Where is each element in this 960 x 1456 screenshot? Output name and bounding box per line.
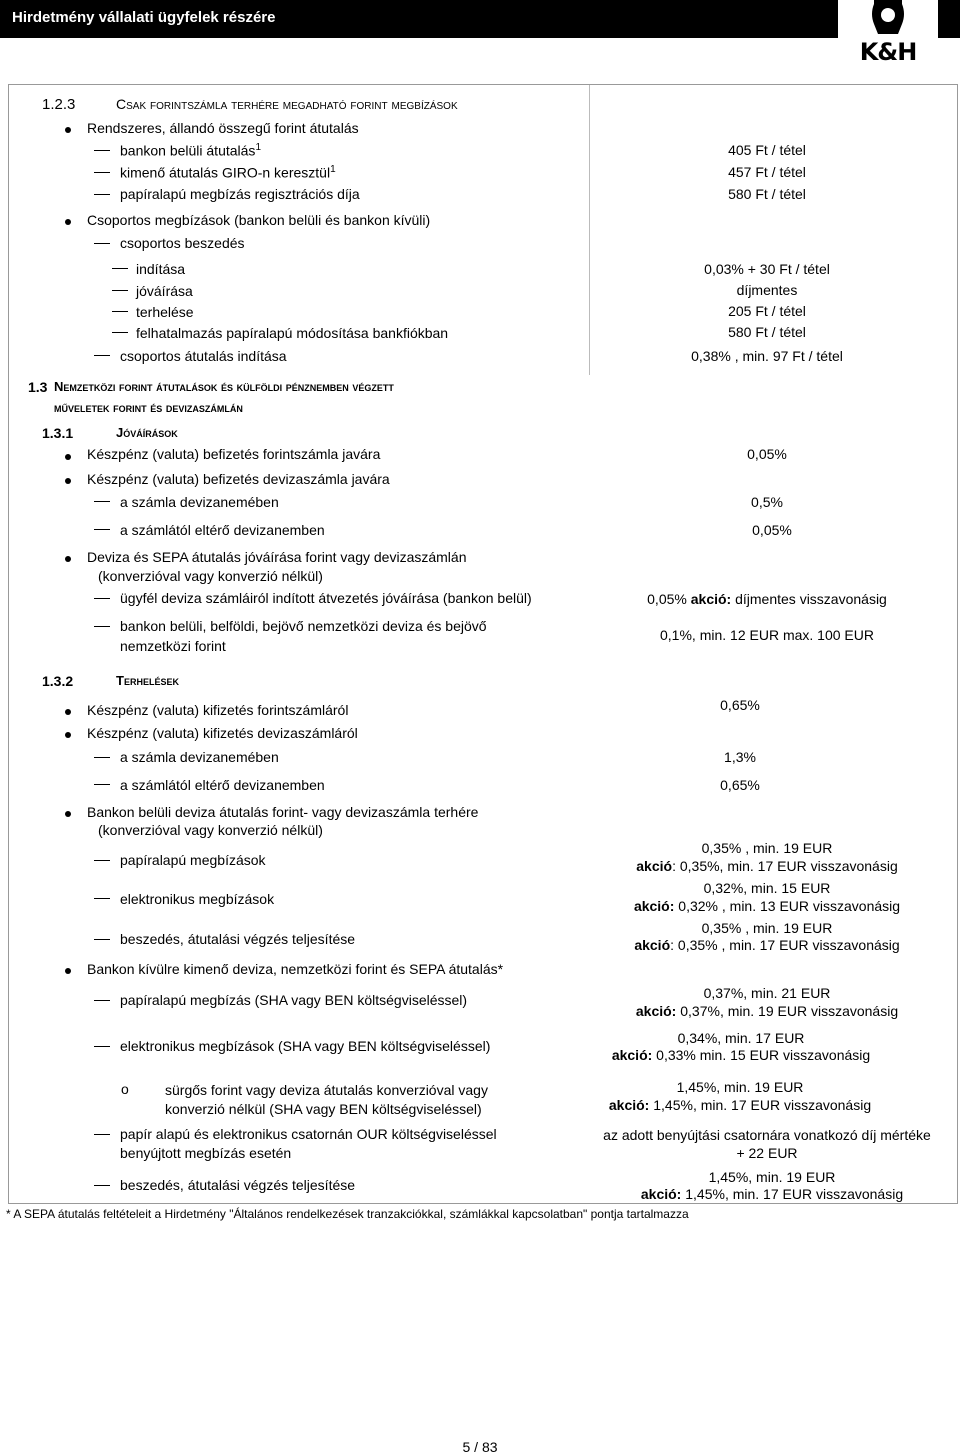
dash-icon [94, 860, 110, 861]
bullet-icon [65, 811, 71, 817]
dash-icon [94, 898, 110, 899]
list-item: Rendszeres, állandó összegű forint átutalás [87, 120, 359, 136]
dash-icon [112, 332, 128, 333]
list-item: nemzetközi forint [120, 638, 226, 654]
bullet-icon [65, 556, 71, 562]
fee-value: 205 Ft / tétel [728, 303, 806, 319]
fee-promo: akció: 0,35% , min. 17 EUR visszavonásig [634, 937, 900, 953]
fee-value: 0,38% , min. 97 Ft / tétel [691, 348, 843, 364]
list-item: (konverzióval vagy konverzió nélkül) [98, 568, 323, 584]
list-item: sürgős forint vagy deviza átutalás konverzióval vagy [165, 1082, 488, 1098]
fee-promo: akció: 0,35%, min. 17 EUR visszavonásig [636, 858, 898, 874]
section-title: műveletek forint és devizaszámlán [54, 400, 243, 415]
fee-value: 1,3% [724, 749, 756, 765]
list-item: beszedés, átutalási végzés teljesítése [120, 1177, 356, 1193]
list-item: terhelése [136, 304, 194, 320]
dash-icon [94, 1000, 110, 1001]
bullet-icon [65, 219, 71, 225]
page-number: 5 / 83 [462, 1439, 498, 1455]
list-item: felhatalmazás papíralapú módosítása bankfiókban [136, 325, 449, 341]
list-item: papíralapú megbízások [120, 852, 266, 868]
fee-value: az adott benyújtási csatornára vonatkozó díj mértéke [603, 1127, 931, 1143]
list-item: papíralapú megbízás (SHA vagy BEN költségviseléssel) [120, 992, 468, 1008]
dash-icon [94, 355, 110, 356]
kh-logo [838, 0, 938, 72]
fee-value: 0,65% [720, 777, 760, 793]
list-item: indítása [136, 261, 186, 277]
fee-value: 0,5% [751, 494, 783, 510]
list-item: a számla devizanemében [120, 494, 279, 510]
header-bar [0, 0, 960, 38]
section-number: 1.2.3 [42, 96, 76, 113]
bullet-icon [65, 732, 71, 738]
dash-icon [94, 598, 110, 599]
fee-value: 0,65% [720, 697, 760, 713]
dash-icon [94, 529, 110, 530]
fee-value: 0,37%, min. 21 EUR [703, 985, 831, 1001]
dash-icon [94, 1134, 110, 1135]
list-item: a számla devizanemében [120, 749, 279, 765]
list-item: Készpénz (valuta) befizetés forintszámla javára [87, 446, 381, 462]
fee-value: 0,35% , min. 19 EUR [701, 920, 833, 936]
dash-icon [94, 194, 110, 195]
dash-icon [112, 290, 128, 291]
list-item: papíralapú megbízás regisztrációs díja [120, 186, 360, 202]
fee-promo: akció: 0,33% min. 15 EUR visszavonásig [611, 1047, 871, 1063]
list-item: a számlától eltérő devizanemben [120, 522, 325, 538]
dash-icon [94, 243, 110, 244]
column-divider [589, 85, 590, 375]
bullet-icon [65, 454, 71, 460]
fee-value: 580 Ft / tétel [728, 186, 806, 202]
bullet-icon [65, 709, 71, 715]
dash-icon [94, 501, 110, 502]
list-item: kimenő átutalás GIRO-n keresztül$^1$ [120, 164, 336, 181]
list-item: Készpénz (valuta) befizetés devizaszámla javára [87, 471, 390, 487]
list-item: Bankon kívülre kimenő deviza, nemzetközi forint és SEPA átutalás* [87, 961, 504, 977]
section-number: 1.3 [28, 379, 48, 395]
list-item: (konverzióval vagy konverzió nélkül) [98, 822, 323, 838]
list-item: bankon belüli átutalás$^1$ [120, 142, 261, 159]
list-item: Készpénz (valuta) kifizetés devizaszámláról [87, 725, 358, 741]
bullet-icon [65, 478, 71, 484]
section-title: Jóváírások [116, 425, 178, 440]
list-item: Deviza és SEPA átutalás jóváírása forint vagy devizaszámlán [87, 549, 467, 565]
fee-value: 457 Ft / tétel [728, 164, 806, 180]
fee-value: 0,32%, min. 15 EUR [703, 880, 831, 896]
logo-text: K&H [859, 38, 917, 66]
fee-value: 1,45%, min. 19 EUR [708, 1169, 836, 1185]
dash-icon [94, 757, 110, 758]
fee-value: 0,05% [752, 522, 792, 538]
bullet-icon [65, 127, 71, 133]
fee-value: 0,05% [747, 446, 787, 462]
list-item: papír alapú és elektronikus csatornán OUR költségviseléssel [120, 1126, 497, 1142]
fee-value: 405 Ft / tétel [728, 142, 806, 158]
list-item: elektronikus megbízások [120, 891, 275, 907]
section-number: 1.3.1 [42, 425, 74, 441]
dash-icon [94, 626, 110, 627]
list-item: elektronikus megbízások (SHA vagy BEN költségviseléssel) [120, 1038, 491, 1054]
dash-icon [94, 939, 110, 940]
fee-value: 0,05% akció: díjmentes visszavonásig [647, 591, 887, 607]
section-title: Terhelések [116, 673, 179, 688]
list-item: Készpénz (valuta) kifizetés forintszámláról [87, 702, 349, 718]
fee-promo: akció: 0,32% , min. 13 EUR visszavonásig [633, 898, 901, 914]
list-item: Bankon belüli deviza átutalás forint- vagy devizaszámla terhére [87, 804, 479, 820]
list-item: ügyfél deviza számláiról indított átvezetés jóváírása (bankon belül) [120, 590, 532, 606]
dash-icon [94, 1185, 110, 1186]
dash-icon [94, 1046, 110, 1047]
section-number: 1.3.2 [42, 673, 74, 689]
dash-icon [94, 172, 110, 173]
list-item: a számlától eltérő devizanemben [120, 777, 325, 793]
fee-value: 0,1%, min. 12 EUR max. 100 EUR [660, 627, 874, 643]
fee-value: 0,03% + 30 Ft / tétel [704, 261, 830, 277]
section-title: Csak forintszámla terhére megadható forint megbízások [116, 96, 458, 112]
footnote: * A SEPA átutalás feltételeit a Hirdetmény "Általános rendelkezések tranzakciókkal, számlákkal kapcsolatban" pontja tartalmazza [6, 1207, 689, 1221]
fee-value: + 22 EUR [736, 1145, 798, 1161]
bullet-icon [65, 968, 71, 974]
list-item: Csoportos megbízások (bankon belüli és bankon kívüli) [87, 212, 431, 228]
list-item: benyújtott megbízás esetén [120, 1145, 292, 1161]
fee-value: díjmentes [736, 282, 798, 298]
dash-icon [94, 150, 110, 151]
dash-icon [112, 268, 128, 269]
fee-promo: akció: 0,37%, min. 19 EUR visszavonásig [635, 1003, 899, 1019]
sub-bullet-icon: o [121, 1081, 129, 1097]
fee-value: 0,35% , min. 19 EUR [701, 840, 833, 856]
list-item: jóváírása [136, 283, 193, 299]
list-item: konverzió nélkül (SHA vagy BEN költségviseléssel) [165, 1101, 482, 1117]
dash-icon [112, 311, 128, 312]
section-title: Nemzetközi forint átutalások és külföldi pénznemben végzett [54, 379, 394, 394]
list-item: bankon belüli, belföldi, bejövő nemzetközi deviza és bejövő [120, 618, 487, 634]
fee-promo: akció: 1,45%, min. 17 EUR visszavonásig [640, 1186, 904, 1202]
list-item: csoportos beszedés [120, 235, 245, 251]
logo-mark-icon [838, 0, 938, 40]
fee-value: 1,45%, min. 19 EUR [676, 1079, 804, 1095]
header-title: Hirdetmény vállalati ügyfelek részére [12, 9, 276, 26]
list-item: csoportos átutalás indítása [120, 348, 287, 364]
dash-icon [94, 784, 110, 785]
fee-value: 580 Ft / tétel [728, 324, 806, 340]
fee-value: 0,34%, min. 17 EUR [677, 1030, 805, 1046]
fee-promo: akció: 1,45%, min. 17 EUR visszavonásig [608, 1097, 872, 1113]
list-item: beszedés, átutalási végzés teljesítése [120, 931, 356, 947]
